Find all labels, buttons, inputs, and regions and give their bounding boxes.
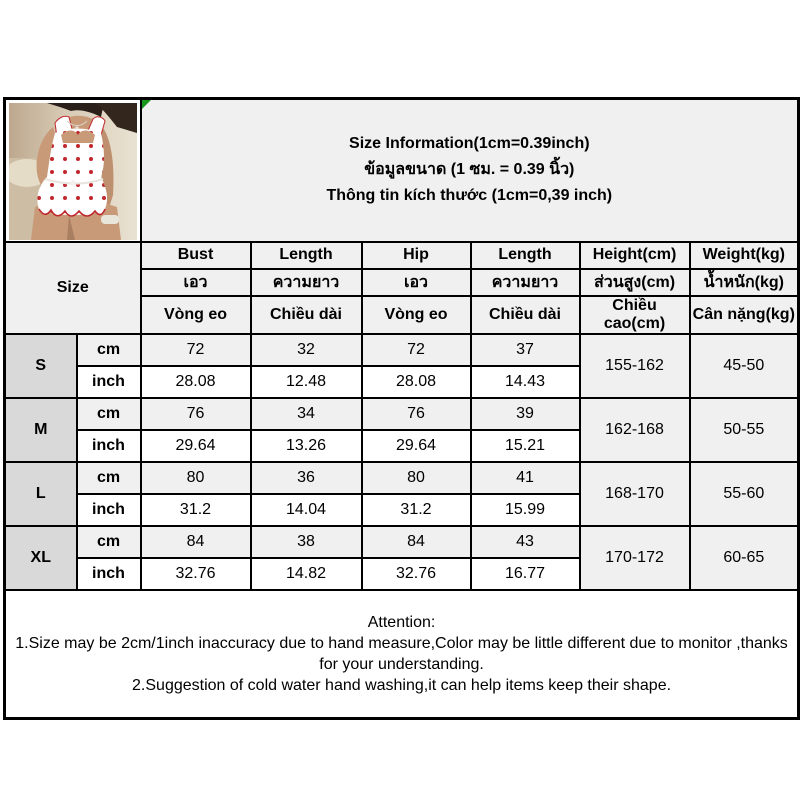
data-cell-xl-length2-inch: 16.77 [471, 558, 580, 590]
col-header-length2-en: Length [471, 242, 580, 269]
weight-range-l: 55-60 [690, 462, 799, 526]
data-cell-m-hip-cm: 76 [362, 398, 471, 430]
data-cell-s-length1-cm: 32 [251, 334, 362, 366]
col-header-height-th: ส่วนสูง(cm) [580, 269, 690, 296]
attention-line-1: 1.Size may be 2cm/1inch inaccuracy due to hand measure,Color may be little different due to monitor ,thanks for your understanding. [15, 634, 788, 673]
col-header-hip-vi: Vòng eo [362, 296, 471, 334]
data-cell-l-length2-cm: 41 [471, 462, 580, 494]
data-cell-xl-hip-inch: 32.76 [362, 558, 471, 590]
data-cell-m-length1-cm: 34 [251, 398, 362, 430]
col-header-weight-en: Weight(kg) [690, 242, 799, 269]
size-row-label-s: S [5, 334, 77, 398]
data-cell-m-length2-cm: 39 [471, 398, 580, 430]
unit-label-cm: cm [77, 462, 141, 494]
data-cell-xl-length1-inch: 14.82 [251, 558, 362, 590]
size-header-label: Size [5, 242, 141, 334]
product-photo-cell [5, 99, 141, 242]
data-cell-s-length2-inch: 14.43 [471, 366, 580, 398]
height-range-l: 168-170 [580, 462, 690, 526]
data-cell-s-bust-cm: 72 [141, 334, 251, 366]
data-cell-xl-bust-inch: 32.76 [141, 558, 251, 590]
unit-label-inch: inch [77, 494, 141, 526]
data-cell-m-length1-inch: 13.26 [251, 430, 362, 462]
data-cell-xl-bust-cm: 84 [141, 526, 251, 558]
unit-label-cm: cm [77, 526, 141, 558]
data-cell-m-bust-cm: 76 [141, 398, 251, 430]
data-cell-l-bust-inch: 31.2 [141, 494, 251, 526]
col-header-bust-en: Bust [141, 242, 251, 269]
data-cell-xl-length1-cm: 38 [251, 526, 362, 558]
weight-range-xl: 60-65 [690, 526, 799, 590]
data-cell-s-hip-cm: 72 [362, 334, 471, 366]
size-row-label-xl: XL [5, 526, 77, 590]
height-range-xl: 170-172 [580, 526, 690, 590]
col-header-weight-vi: Cân nặng(kg) [690, 296, 799, 334]
data-cell-l-length2-inch: 15.99 [471, 494, 580, 526]
data-cell-l-length1-inch: 14.04 [251, 494, 362, 526]
size-table [3, 97, 800, 720]
col-header-height-en: Height(cm) [580, 242, 690, 269]
col-header-length2-th: ความยาว [471, 269, 580, 296]
data-cell-l-bust-cm: 80 [141, 462, 251, 494]
attention-note [5, 590, 799, 719]
data-cell-s-hip-inch: 28.08 [362, 366, 471, 398]
cell-corner-marker-icon [142, 100, 151, 109]
unit-label-cm: cm [77, 398, 141, 430]
col-header-hip-th: เอว [362, 269, 471, 296]
col-header-length1-th: ความยาว [251, 269, 362, 296]
title-line-en: Size Information(1cm=0.39inch) [349, 135, 590, 153]
data-cell-xl-length2-cm: 43 [471, 526, 580, 558]
data-cell-l-length1-cm: 36 [251, 462, 362, 494]
attention-line-2: 2.Suggestion of cold water hand washing,it can help items keep their shape. [132, 676, 672, 694]
size-row-label-l: L [5, 462, 77, 526]
data-cell-xl-hip-cm: 84 [362, 526, 471, 558]
height-range-m: 162-168 [580, 398, 690, 462]
col-header-length1-vi: Chiều dài [251, 296, 362, 334]
data-cell-s-bust-inch: 28.08 [141, 366, 251, 398]
data-cell-l-hip-cm: 80 [362, 462, 471, 494]
col-header-weight-th: น้ำหนัก(kg) [690, 269, 799, 296]
title-cell [141, 99, 799, 242]
unit-label-inch: inch [77, 366, 141, 398]
col-header-height-vi: Chiều cao(cm) [580, 296, 690, 334]
data-cell-m-bust-inch: 29.64 [141, 430, 251, 462]
weight-range-m: 50-55 [690, 398, 799, 462]
data-cell-m-length2-inch: 15.21 [471, 430, 580, 462]
data-cell-m-hip-inch: 29.64 [362, 430, 471, 462]
col-header-bust-vi: Vòng eo [141, 296, 251, 334]
height-range-s: 155-162 [580, 334, 690, 398]
col-header-hip-en: Hip [362, 242, 471, 269]
unit-label-cm: cm [77, 334, 141, 366]
col-header-length2-vi: Chiều dài [471, 296, 580, 334]
col-header-bust-th: เอว [141, 269, 251, 296]
weight-range-s: 45-50 [690, 334, 799, 398]
size-row-label-m: M [5, 398, 77, 462]
unit-label-inch: inch [77, 558, 141, 590]
title-line-th: ข้อมูลขนาด (1 ซม. = 0.39 นิ้ว) [364, 161, 575, 179]
col-header-length1-en: Length [251, 242, 362, 269]
unit-label-inch: inch [77, 430, 141, 462]
product-photo [9, 103, 137, 240]
attention-title: Attention: [367, 613, 436, 631]
title-line-vi: Thông tin kích thước (1cm=0,39 inch) [326, 187, 613, 205]
data-cell-s-length1-inch: 12.48 [251, 366, 362, 398]
data-cell-l-hip-inch: 31.2 [362, 494, 471, 526]
data-cell-s-length2-cm: 37 [471, 334, 580, 366]
